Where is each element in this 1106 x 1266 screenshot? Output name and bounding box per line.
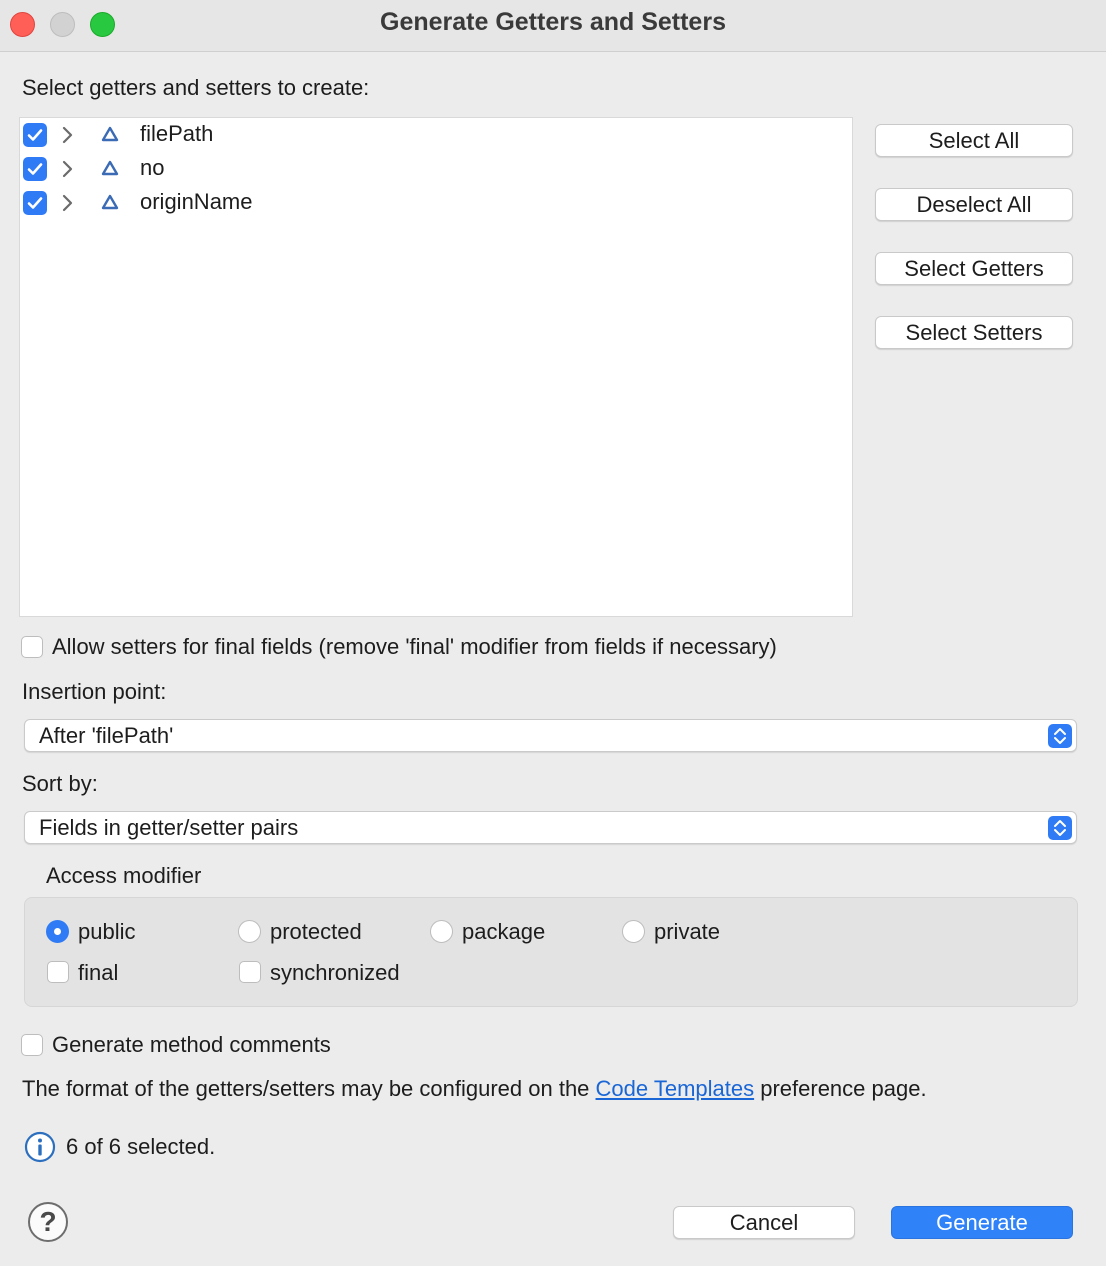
info-icon	[24, 1131, 56, 1163]
insertion-point-select[interactable]	[24, 719, 1077, 752]
select-all-button[interactable]: Select All	[875, 124, 1073, 157]
select-getters-button[interactable]: Select Getters	[875, 252, 1073, 285]
format-note-before: The format of the getters/setters may be configured on the	[22, 1076, 596, 1101]
insertion-point-value: After 'filePath'	[39, 723, 174, 748]
allow-final-label: Allow setters for final fields (remove 'final' modifier from fields if necessary)	[52, 634, 777, 659]
sort-by-select[interactable]	[24, 811, 1077, 844]
field-triangle-icon	[101, 126, 119, 142]
updown-chevron-icon	[1048, 816, 1072, 840]
radio-protected-label: protected	[270, 919, 362, 944]
radio-package[interactable]	[430, 920, 453, 943]
tree-row-no[interactable]	[20, 152, 852, 186]
synchronized-label: synchronized	[270, 960, 400, 985]
sort-by-value: Fields in getter/setter pairs	[39, 815, 299, 840]
select-setters-button[interactable]: Select Setters	[875, 316, 1073, 349]
field-name: filePath	[140, 121, 214, 146]
field-checkbox[interactable]	[23, 123, 47, 147]
access-modifier-group	[24, 897, 1078, 1007]
radio-private-label: private	[654, 919, 721, 944]
field-name: originName	[140, 189, 253, 214]
deselect-all-button[interactable]: Deselect All	[875, 188, 1073, 221]
field-triangle-icon	[101, 194, 119, 210]
access-modifier-label: Access modifier	[46, 863, 202, 888]
cancel-button[interactable]: Cancel	[673, 1206, 855, 1239]
chevron-right-icon[interactable]	[60, 156, 76, 182]
window-title: Generate Getters and Setters	[380, 8, 726, 36]
sort-by-label: Sort by:	[22, 771, 98, 796]
code-templates-link[interactable]: Code Templates	[595, 1076, 755, 1101]
radio-public-label: public	[78, 919, 136, 944]
format-note-after: preference page.	[754, 1076, 927, 1101]
chevron-right-icon[interactable]	[60, 190, 76, 216]
selection-status: 6 of 6 selected.	[66, 1134, 216, 1159]
insertion-point-label: Insertion point:	[22, 679, 167, 704]
final-checkbox[interactable]	[47, 961, 69, 983]
fields-tree[interactable]	[19, 117, 853, 617]
radio-protected[interactable]	[238, 920, 261, 943]
help-icon[interactable]: ?	[28, 1202, 68, 1242]
field-checkbox[interactable]	[23, 157, 47, 181]
generate-comments-checkbox[interactable]	[21, 1034, 43, 1056]
final-label: final	[78, 960, 119, 985]
generate-comments-label: Generate method comments	[52, 1032, 331, 1057]
synchronized-checkbox[interactable]	[239, 961, 261, 983]
generate-button[interactable]: Generate	[891, 1206, 1073, 1239]
chevron-right-icon[interactable]	[60, 122, 76, 148]
tree-row-filepath[interactable]	[20, 118, 852, 152]
select-prompt-label: Select getters and setters to create:	[22, 75, 370, 100]
radio-private[interactable]	[622, 920, 645, 943]
updown-chevron-icon	[1048, 724, 1072, 748]
title-bar	[0, 0, 1106, 52]
field-name: no	[140, 155, 165, 180]
radio-package-label: package	[462, 919, 546, 944]
format-note	[22, 1076, 927, 1102]
field-checkbox[interactable]	[23, 191, 47, 215]
allow-final-checkbox[interactable]	[21, 636, 43, 658]
tree-row-originname[interactable]	[20, 186, 852, 220]
radio-public[interactable]	[46, 920, 69, 943]
field-triangle-icon	[101, 160, 119, 176]
